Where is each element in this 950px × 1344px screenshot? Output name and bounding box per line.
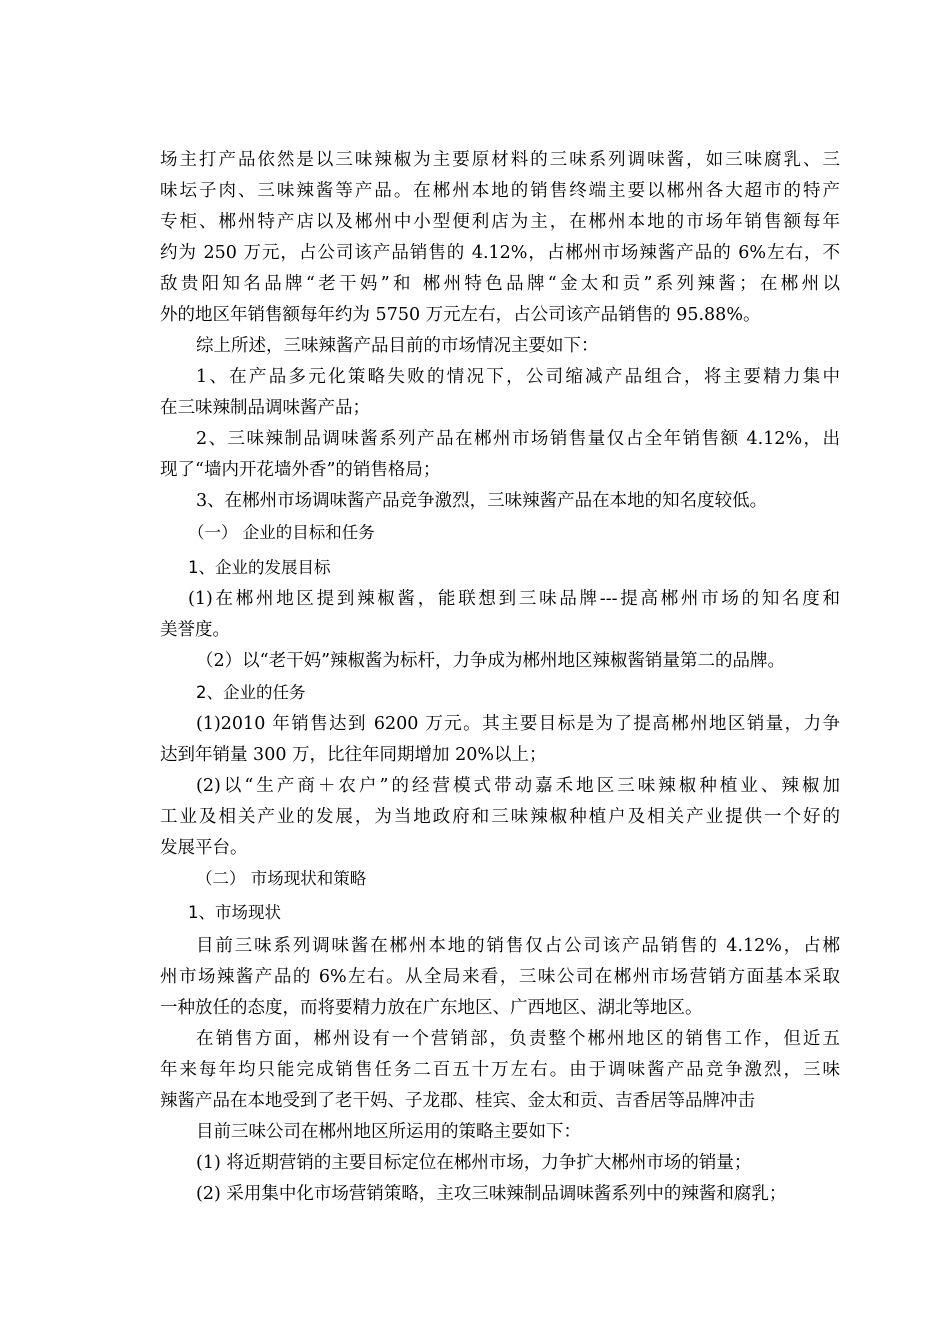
paragraph-line: 味坛子肉、三味辣酱等产品。在郴州本地的销售终端主要以郴州各大超市的特产 bbox=[160, 181, 840, 201]
list-item: (1)在郴州地区提到辣椒酱，能联想到三味品牌---提高郴州市场的知名度和 bbox=[188, 589, 840, 609]
paragraph-line: 场主打产品依然是以三味辣椒为主要原材料的三味系列调味酱，如三味腐乳、三 bbox=[160, 150, 840, 170]
list-item: 1、在产品多元化策略失败的情况下，公司缩减产品组合，将主要精力集中 bbox=[196, 367, 840, 387]
paragraph-line: 约为 250 万元，占公司该产品销售的 4.12%，占郴州市场辣酱产品的 6%左右，不 bbox=[160, 243, 840, 263]
list-item: 2、三味辣制品调味酱系列产品在郴州市场销售量仅占全年销售额 4.12%，出 bbox=[196, 429, 840, 449]
subsection-heading: 1、市场现状 bbox=[188, 903, 281, 922]
paragraph-line: 一种放任的态度，而将要精力放在广东地区、广西地区、湖北等地区。 bbox=[160, 998, 703, 1018]
paragraph-line: 综上所述，三味辣酱产品目前的市场情况主要如下： bbox=[196, 336, 599, 356]
list-item: (2)以“生产商＋农户”的经营模式带动嘉禾地区三味辣椒种植业、辣椒加 bbox=[196, 776, 840, 796]
list-item-continuation: 发展平台。 bbox=[160, 838, 248, 858]
paragraph-line: 外的地区年销售额每年约为 5750 万元左右，占公司该产品销售的 95.88%。 bbox=[160, 305, 761, 325]
list-item: (2) 采用集中化市场营销策略，主攻三味辣制品调味酱系列中的辣酱和腐乳； bbox=[196, 1184, 787, 1204]
section-heading: （一） 企业的目标和任务 bbox=[188, 523, 375, 542]
paragraph-line: 专柜、郴州特产店以及郴州中小型便利店为主，在郴州本地的市场年销售额每年 bbox=[160, 212, 840, 232]
paragraph-line: 目前三味系列调味酱在郴州本地的销售仅占公司该产品销售的 4.12%，占郴 bbox=[196, 936, 840, 956]
list-item-continuation: 在三味辣制品调味酱产品； bbox=[160, 398, 370, 418]
paragraph-line: 辣酱产品在本地受到了老干妈、子龙郡、桂宾、金太和贡、吉香居等品牌冲击 bbox=[160, 1091, 755, 1111]
list-item-continuation: 现了“墙内开花墙外香”的销售格局； bbox=[160, 460, 441, 480]
paragraph-line: 敌贵阳知名品牌“老干妈”和 郴州特色品牌“金太和贡”系列辣酱；在郴州以 bbox=[160, 274, 840, 294]
subsection-heading: 2、企业的任务 bbox=[196, 683, 306, 702]
subsection-heading: 1、企业的发展目标 bbox=[188, 558, 331, 577]
list-item: (1)2010 年销售达到 6200 万元。其主要目标是为了提高郴州地区销量，力争 bbox=[196, 714, 840, 734]
paragraph-line: 州市场辣酱产品的 6%左右。从全局来看，三味公司在郴州市场营销方面基本采取 bbox=[160, 967, 840, 987]
paragraph-line: 在销售方面，郴州设有一个营销部，负责整个郴州地区的销售工作，但近五 bbox=[196, 1029, 840, 1049]
list-item-continuation: 美誉度。 bbox=[160, 620, 230, 640]
list-item-continuation: 达到年销量 300 万，比往年同期增加 20%以上； bbox=[160, 745, 547, 765]
list-item: (1) 将近期营销的主要目标定位在郴州市场，力争扩大郴州市场的销量； bbox=[196, 1153, 752, 1173]
paragraph-line: 目前三味公司在郴州地区所运用的策略主要如下： bbox=[196, 1122, 581, 1142]
list-item-continuation: 工业及相关产业的发展，为当地政府和三味辣椒种植户及相关产业提供一个好的 bbox=[160, 807, 840, 827]
section-heading: （二） 市场现状和策略 bbox=[196, 869, 367, 888]
list-item: （2）以“老干妈”辣椒酱为标杆，力争成为郴州地区辣椒酱销量第二的品牌。 bbox=[196, 651, 786, 671]
list-item: 3、在郴州市场调味酱产品竞争激烈，三味辣酱产品在本地的知名度较低。 bbox=[196, 491, 768, 511]
paragraph-line: 年来每年均只能完成销售任务二百五十万左右。由于调味酱产品竞争激烈，三味 bbox=[160, 1060, 840, 1080]
